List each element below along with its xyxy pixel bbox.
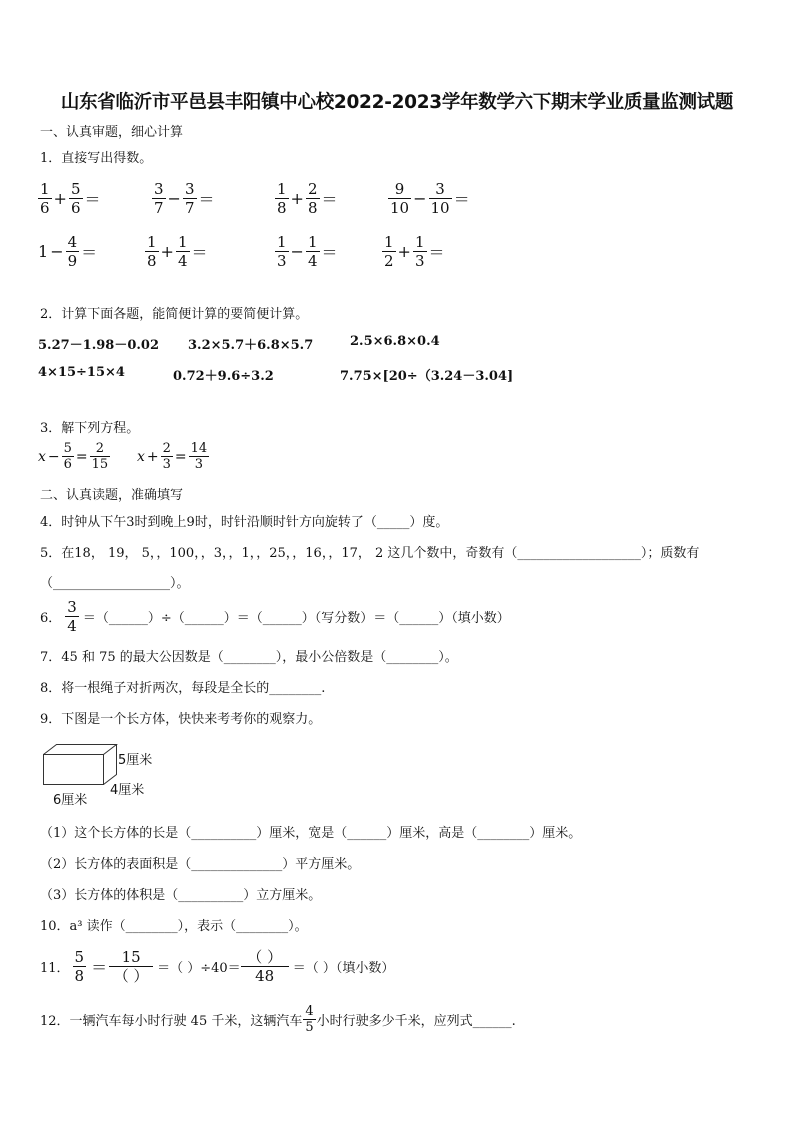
question-8: 8．将一根绳子对折两次，每段是全长的________. (40, 681, 326, 696)
question-5-line-1: 5．在18， 19， 5，，100，，3，，1，，25，，16，，17， 2 这几个数中，奇数有（___________________）；质数有 (40, 546, 700, 561)
question-7: 7．45 和 75 的最大公因数是（________），最小公倍数是（________）。 (40, 650, 458, 665)
q2-item-1: 5.27－1.98－0.02 (38, 338, 159, 353)
q1-expr-1: $\frac{1}{6}$ + $\frac{5}{6}$ ＝ (40, 180, 101, 217)
q2-item-5: 0.72＋9.6÷3.2 (173, 369, 274, 384)
q1-expr-7: $\frac{1}{3}$ − $\frac{1}{4}$ ＝ (277, 233, 338, 270)
cuboid-length-label: 6厘米 (53, 793, 88, 808)
cuboid-width-label: 4厘米 (110, 783, 145, 798)
q1-expr-2: $\frac{3}{7}$ − $\frac{3}{7}$ ＝ (154, 180, 215, 217)
q2-item-6: 7.75×[20÷（3.24－3.04] (340, 369, 514, 384)
section-2-heading: 二、认真读题，准确填写 (40, 488, 184, 503)
q1-expr-6: $\frac{1}{8}$ + $\frac{1}{4}$ ＝ (147, 233, 208, 270)
question-6: 6． $\frac{3}{4}$ ＝（______）÷（______）＝（______）（写分数）＝（______）（填小数） (40, 598, 510, 635)
q1-expr-3: $\frac{1}{8}$ + $\frac{2}{8}$ ＝ (277, 180, 338, 217)
question-9-label: 9．下图是一个长方体，快快来考考你的观察力。 (40, 712, 322, 727)
cuboid-top-face (44, 745, 117, 755)
question-4: 4．时钟从下午3时到晚上9时，时针沿顺时针方向旋转了（_____）度。 (40, 515, 449, 530)
question-10: 10．a³ 读作（________），表示（________）。 (40, 919, 308, 934)
section-1-heading: 一、认真审题，细心计算 (40, 125, 184, 140)
q2-item-4: 4×15÷15×4 (38, 365, 125, 380)
question-9-sub-2: （2）长方体的表面积是（______________）平方厘米。 (40, 857, 361, 872)
question-9-sub-3: （3）长方体的体积是（__________）立方厘米。 (40, 888, 322, 903)
question-5-line-2: （__________________）。 (40, 576, 190, 591)
cuboid-figure (40, 742, 120, 790)
q2-item-3: 2.5×6.8×0.4 (350, 334, 440, 349)
question-11: 11． $\frac{5}{8}$ ＝ $\frac{15}{( )}$ ＝（ ）÷40＝ $\frac{( )}{48}$ ＝（ ）（填小数） (40, 948, 395, 985)
question-9-sub-1: （1）这个长方体的长是（__________）厘米，宽是（______）厘米，高是（________）厘米。 (40, 826, 582, 841)
cuboid-height-label: 5厘米 (118, 753, 153, 768)
q1-expr-5: 1 − $\frac{4}{9}$ ＝ (38, 233, 98, 270)
question-3-label: 3．解下列方程。 (40, 421, 140, 436)
question-12: 12．一辆汽车每小时行驶 45 千米，这辆汽车 $\frac{4}{5}$ 小时行驶多少千米，应列式______. (40, 1004, 516, 1035)
page-title: 山东省临沂市平邑县丰阳镇中心校2022-2023学年数学六下期末学业质量监测试题 (60, 92, 734, 113)
q1-expr-8: $\frac{1}{2}$ + $\frac{1}{3}$ ＝ (384, 233, 445, 270)
q2-item-2: 3.2×5.7＋6.8×5.7 (188, 338, 314, 353)
q3-equation-1: x − $\frac{5}{6}$ = $\frac{2}{15}$ (38, 441, 109, 472)
question-2-label: 2．计算下面各题，能简便计算的要简便计算。 (40, 307, 309, 322)
q3-equation-2: x + $\frac{2}{3}$ = $\frac{14}{3}$ (137, 441, 208, 472)
cuboid-front-face (44, 755, 104, 785)
question-1-label: 1．直接写出得数。 (40, 151, 153, 166)
q1-expr-4: $\frac{9}{10}$ − $\frac{3}{10}$ ＝ (390, 180, 470, 217)
